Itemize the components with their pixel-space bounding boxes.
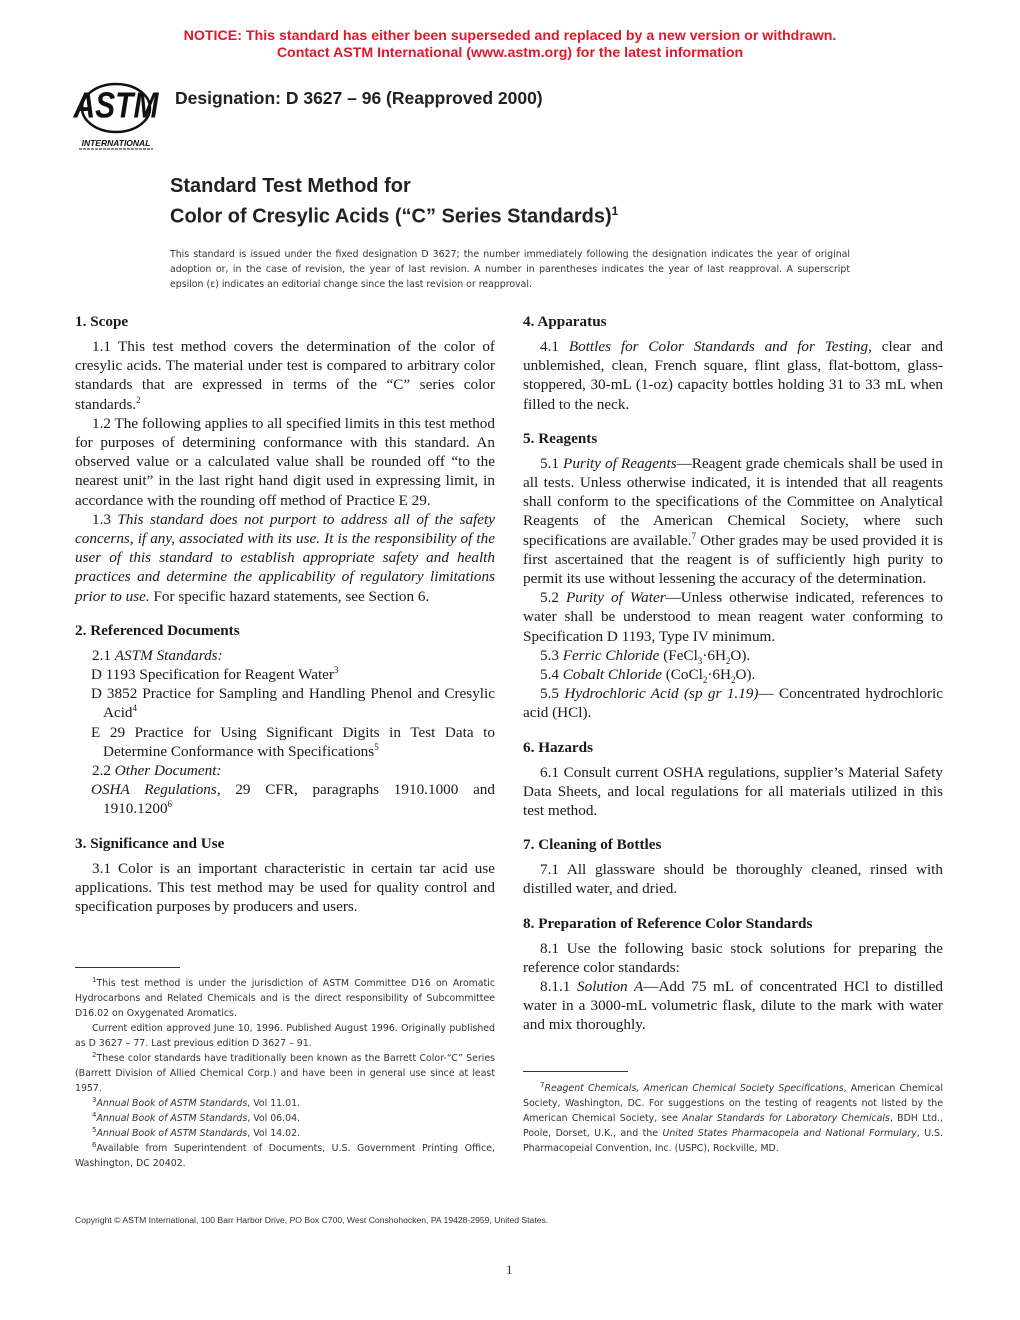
right-footnotes: [523, 1081, 943, 1156]
paragraph-8-1: 8.1 Use the following basic stock solutions for preparing the reference color standards:: [523, 939, 943, 976]
issued-note: This standard is issued under the fixed designation D 3627; the number immediately following the designation indicates the year of original adoption or, in the case of revision, the year of last revision. A number in parentheses indicates the year of last reapproval. A superscript epsilon (ε) indicates an editorial change since the last revision or reapproval.: [170, 249, 850, 290]
section-heading: 8. Preparation of Reference Color Standards: [523, 914, 813, 932]
designation: Designation: D 3627 – 96 (Reapproved 2000): [175, 88, 543, 108]
section-heading: 5. Reagents: [523, 429, 598, 447]
footnote-4: $^4$Annual Book of ASTM Standards, Vol 06.04.: [92, 1110, 301, 1124]
copyright-notice: Copyright © ASTM International, 100 Barr Harbor Drive, PO Box C700, West Conshohocken, PA 19428-2959, United States.: [75, 1215, 549, 1225]
section-heading: 1. Scope: [75, 313, 129, 330]
paragraph-1-3: 1.3 This standard does not purport to address all of the safety concerns, if any, associated with its use. It is the responsibility of the user of this standard to establish appropriate safety and health practices and determine the applicability of regulatory limitations prior to use. For specific hazard statements, see Section 6.: [75, 510, 496, 605]
section-significance: [75, 834, 495, 917]
paragraph-4-1: 4.1 Bottles for Color Standards and for Testing, clear and unblemished, clean, French square, flint glass, flat-bottom, glass-stoppered, 30-mL (1-oz) capacity bottles holding 31 to 33 mL when filled to the neck.: [523, 338, 943, 413]
section-heading: 4. Apparatus: [523, 313, 607, 330]
reference-d1193: D 1193 Specification for Reagent Water$^3$: [91, 664, 339, 684]
footnote-3: $^3$Annual Book of ASTM Standards, Vol 11.01.: [92, 1095, 301, 1109]
paragraph-1-2: 1.2 The following applies to all specified limits in this test method for purposes of determining conformance with this standard. An observed value or a calculated value shall be rounded off “to the nearest unit” in the last right hand digit used in expressing limit, in accordance with the rounding off method of Practice E 29.: [75, 414, 495, 509]
paragraph-5-1: 5.1 Purity of Reagents—Reagent grade chemicals shall be used in all tests. Unless otherwise indicated, it is intended that all reagents shall conform to the specifications of the Committee on Analytical Reagents of the American Chemical Society, where such specifications are available.$^7$ Other grades may be used provided it is first ascertained that the reagent is of sufficiently high purity to permit its use without lessening the accuracy of the determination.: [523, 454, 943, 588]
footnote-6: $^6$Available from Superintendent of Documents, U.S. Government Printing Office, Washington, DC 20402.: [75, 1140, 495, 1169]
notice-line-1: NOTICE: This standard has either been superseded and replaced by a new version or withdrawn.: [183, 28, 837, 44]
section-heading: 2. Referenced Documents: [75, 621, 240, 639]
section-hazards: [523, 738, 943, 821]
section-reagents: [523, 429, 943, 723]
footnote-2: $^2$These color standards have traditionally been known as the Barrett Color-“C” Series (Barrett Division of Allied Chemical Corp.) and have been in general use since at least 1957.: [75, 1050, 495, 1094]
astm-logo: [70, 78, 162, 150]
section-cleaning: [523, 835, 943, 898]
left-column: [75, 312, 495, 931]
paragraph-6-1: 6.1 Consult current OSHA regulations, supplier’s Material Safety Data Sheets, and local regulations for all materials utilized in this test method.: [523, 763, 943, 820]
reference-d3852: D 3852 Practice for Sampling and Handling Phenol and Cresylic Acid$^4$: [91, 685, 495, 722]
withdrawal-notice: [0, 28, 1020, 62]
title-line-2: Color of Cresylic Acids (“C” Series Standards)$^1$: [170, 204, 619, 228]
section-scope: [75, 312, 495, 606]
right-column: [523, 312, 943, 1050]
paragraph-8-1-1: 8.1.1 Solution A—Add 75 mL of concentrated HCl to distilled water in a 3000-mL volumetric flask, dilute to the mark with water and mix thoroughly.: [523, 978, 943, 1034]
reference-osha: OSHA Regulations, 29 CFR, paragraphs 1910.1000 and 1910.1200$^6$: [91, 781, 495, 818]
paragraph-2-1: 2.1 ASTM Standards:: [92, 646, 223, 664]
footnote-divider: [523, 1071, 628, 1072]
paragraph-5-5: 5.5 Hydrochloric Acid (sp gr 1.19)— Concentrated hydrochloric acid (HCl).: [523, 685, 943, 722]
paragraph-1-1: 1.1 This test method covers the determination of the color of cresylic acids. The material under test is compared to arbitrary color standards that are expressed in terms of the “C” series color standards.$^2$: [75, 338, 495, 413]
section-heading: 3. Significance and Use: [75, 834, 225, 852]
astm-logo-icon: [70, 78, 162, 150]
paragraph-5-4: 5.4 Cobalt Chloride $(CoCl_2\cdot 6H_2O)$.: [540, 666, 756, 686]
paragraph-5-3: 5.3 Ferric Chloride $(FeCl_3\cdot 6H_2O)$.: [540, 646, 751, 666]
section-preparation: [523, 914, 943, 1035]
reference-e29: E 29 Practice for Using Significant Digits in Test Data to Determine Conformance with Specifications$^5$: [91, 723, 495, 760]
footnote-1: $^1$This test method is under the jurisdiction of ASTM Committee D16 on Aromatic Hydrocarbons and Related Chemicals and is the direct responsibility of Subcommittee D16.02 on Oxygenated Aromatics.: [75, 975, 495, 1019]
footnote-divider: [75, 967, 180, 968]
paragraph-3-1: 3.1 Color is an important characteristic in certain tar acid use applications. This test method may be used for quality control and specification purposes by producers and users.: [75, 859, 495, 916]
footnote-7: $^7$Reagent Chemicals, American Chemical Society Specifications, American Chemical Society, Washington, DC. For suggestions on the testing of reagents not listed by the American Chemical Society, see Analar Standards for Laboratory Chemicals, BDH Ltd., Poole, Dorset, U.K., and the United States Pharmacopeia and National Formulary, U.S. Pharmacopeial Convention, Inc. (USPC), Rockville, MD.: [523, 1080, 944, 1154]
paragraph-7-1: 7.1 All glassware should be thoroughly cleaned, rinsed with distilled water, and dried.: [523, 861, 943, 898]
notice-line-2: Contact ASTM International (www.astm.org) for the latest information: [276, 45, 744, 61]
document-title: [170, 174, 618, 230]
paragraph-5-2: 5.2 Purity of Water—Unless otherwise indicated, references to water shall be understood to mean reagent water conforming to Specification D 1193, Type IV minimum.: [523, 589, 943, 645]
left-footnotes: [75, 976, 495, 1171]
section-heading: 7. Cleaning of Bottles: [523, 836, 662, 854]
section-referenced-documents: [75, 621, 495, 819]
page-number: 1: [506, 1262, 513, 1277]
title-line-1: Standard Test Method for: [170, 175, 411, 197]
footnote-5: $^5$Annual Book of ASTM Standards, Vol 14.02.: [92, 1125, 301, 1139]
section-apparatus: [523, 312, 943, 414]
svg-text:ASTM: ASTM: [73, 86, 159, 127]
section-heading: 6. Hazards: [523, 738, 594, 756]
footnote-1b: Current edition approved June 10, 1996. Published August 1996. Originally published as D 3627 – 77. Last previous edition D 3627 – 91.: [75, 1023, 495, 1049]
paragraph-2-2: 2.2 Other Document:: [92, 762, 222, 780]
svg-text:INTERNATIONAL: INTERNATIONAL: [81, 138, 151, 148]
